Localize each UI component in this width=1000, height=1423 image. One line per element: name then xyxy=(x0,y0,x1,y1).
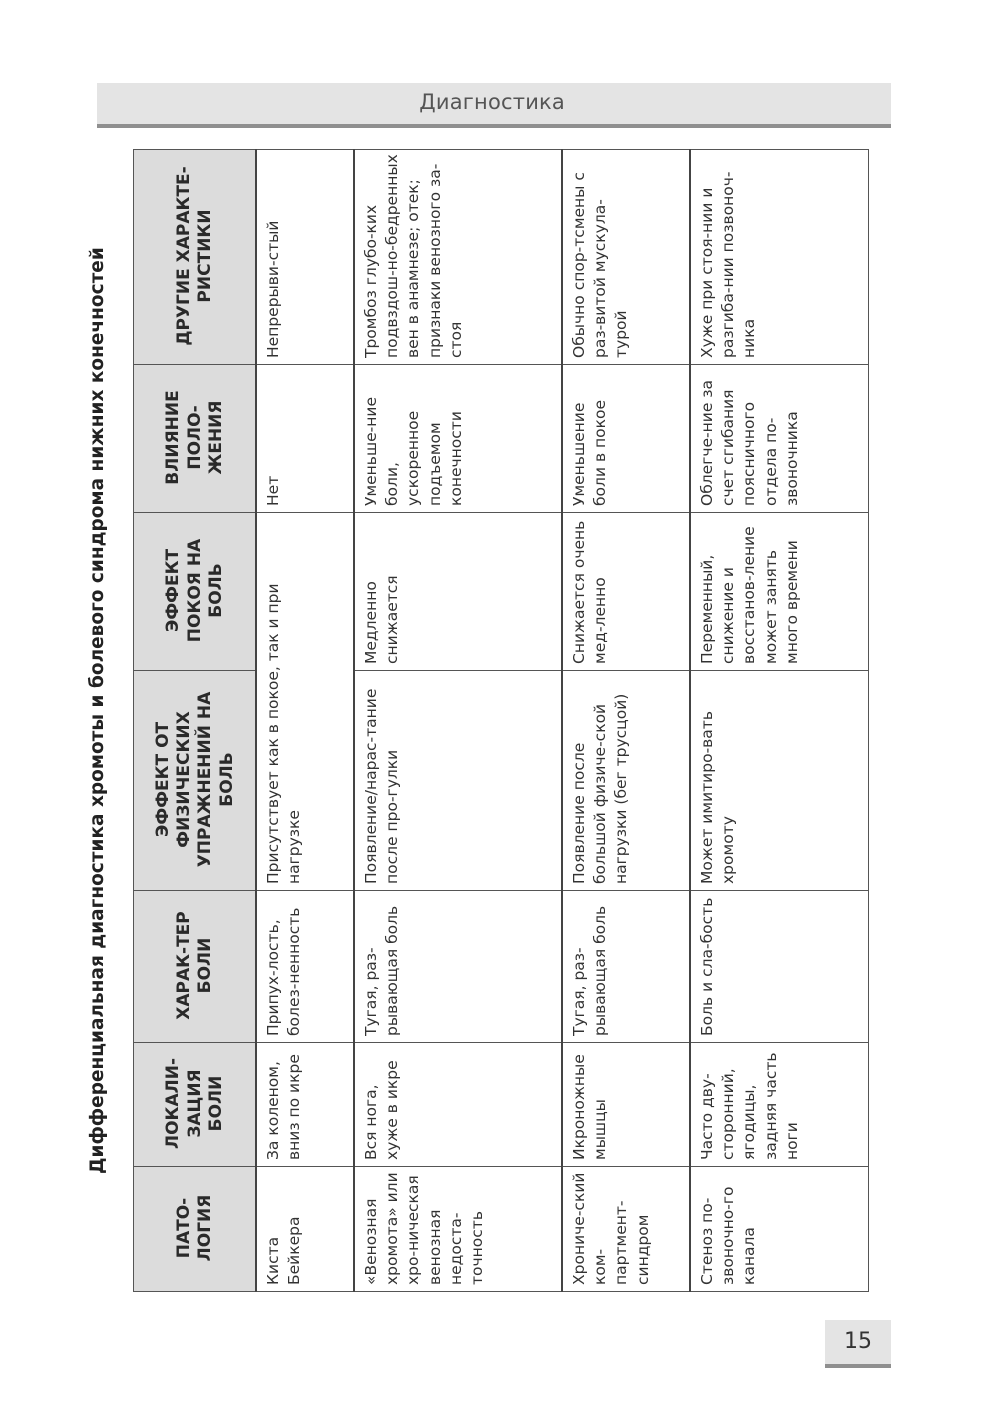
cell-other: Тромбоз глубо-ких подвздош-но-бедренных вен в анамнезе; отек; признаки венозного за-стоя xyxy=(354,150,562,365)
table-row xyxy=(562,150,690,1292)
column-header-rest: ЭФФЕКТ ПОКОЯ НА БОЛЬ xyxy=(134,513,256,671)
table-header-row xyxy=(134,150,256,1292)
cell-position: Нет xyxy=(256,365,354,513)
table-row xyxy=(354,150,562,1292)
rotated-table-region xyxy=(87,150,868,1292)
column-header-other: ДРУГИЕ ХАРАКТЕ-РИСТИКИ xyxy=(134,150,256,365)
column-header-character: ХАРАК-ТЕР БОЛИ xyxy=(134,891,256,1043)
cell-rest: Снижается очень мед-ленно xyxy=(562,513,690,671)
cell-pathology: Киста Бейкера xyxy=(256,1167,354,1292)
cell-rest: Переменный, снижение и восстанов-ление может занять много времени xyxy=(690,513,869,671)
column-header-pathology: ПАТО-ЛОГИЯ xyxy=(134,1167,256,1292)
cell-pathology: Хрониче-ский ком-партмент-синдром xyxy=(562,1167,690,1292)
cell-exercise: Появление/нарас-тание после про-гулки xyxy=(354,671,562,891)
cell-exercise: Появление после большой физиче-ской нагрузки (бег трусцой) xyxy=(562,671,690,891)
cell-pathology: «Венозная хромота» или хро-ническая венозная недоста-точность xyxy=(354,1167,562,1292)
page-number-box xyxy=(825,1320,891,1368)
cell-rest: Медленно снижается xyxy=(354,513,562,671)
cell-other: Хуже при стоя-нии и разгиба-нии позвоноч-ника xyxy=(690,150,869,365)
cell-location: Икроножные мышцы xyxy=(562,1043,690,1167)
cell-location: Часто дву-сторонний, ягодицы, задняя часть ноги xyxy=(690,1043,869,1167)
cell-position: Облегче-ние за счет сгибания поясничного отдела по-звоночника xyxy=(690,365,869,513)
table-row xyxy=(256,150,354,1292)
diagnosis-table xyxy=(133,149,869,1292)
page-number: 15 xyxy=(844,1329,872,1354)
cell-character: Боль и сла-бость xyxy=(690,891,869,1043)
cell-character: Тугая, раз-рывающая боль xyxy=(562,891,690,1043)
cell-location: Вся нога, хуже в икре xyxy=(354,1043,562,1167)
running-header-title: Диагностика xyxy=(419,90,565,114)
cell-position: Уменьшение боли в покое xyxy=(562,365,690,513)
table-row xyxy=(690,150,869,1292)
cell-other: Непрерыви-стый xyxy=(256,150,354,365)
running-header xyxy=(97,83,891,128)
cell-position: Уменьше-ние боли, ускоренное подъемом конечности xyxy=(354,365,562,513)
cell-location: За коленом, вниз по икре xyxy=(256,1043,354,1167)
cell-character: Припух-лость, болез-ненность xyxy=(256,891,354,1043)
cell-exercise-rest: Присутствует как в покое, так и при нагрузке xyxy=(256,513,354,891)
cell-exercise: Может имитиро-вать хромоту xyxy=(690,671,869,891)
column-header-location: ЛОКАЛИ-ЗАЦИЯ БОЛИ xyxy=(134,1043,256,1167)
cell-character: Тугая, раз-рывающая боль xyxy=(354,891,562,1043)
column-header-exercise: ЭФФЕКТ ОТ ФИЗИЧЕСКИХ УПРАЖНЕНИЙ НА БОЛЬ xyxy=(134,671,256,891)
cell-pathology: Стеноз по-звоночно-го канала xyxy=(690,1167,869,1292)
cell-other: Обычно спор-тсмены с раз-витой мускула-турой xyxy=(562,150,690,365)
table-caption: Дифференциальная диагностика хромоты и болевого синдрома нижних конечностей xyxy=(87,247,108,1174)
column-header-position: ВЛИЯНИЕ ПОЛО-ЖЕНИЯ xyxy=(134,365,256,513)
